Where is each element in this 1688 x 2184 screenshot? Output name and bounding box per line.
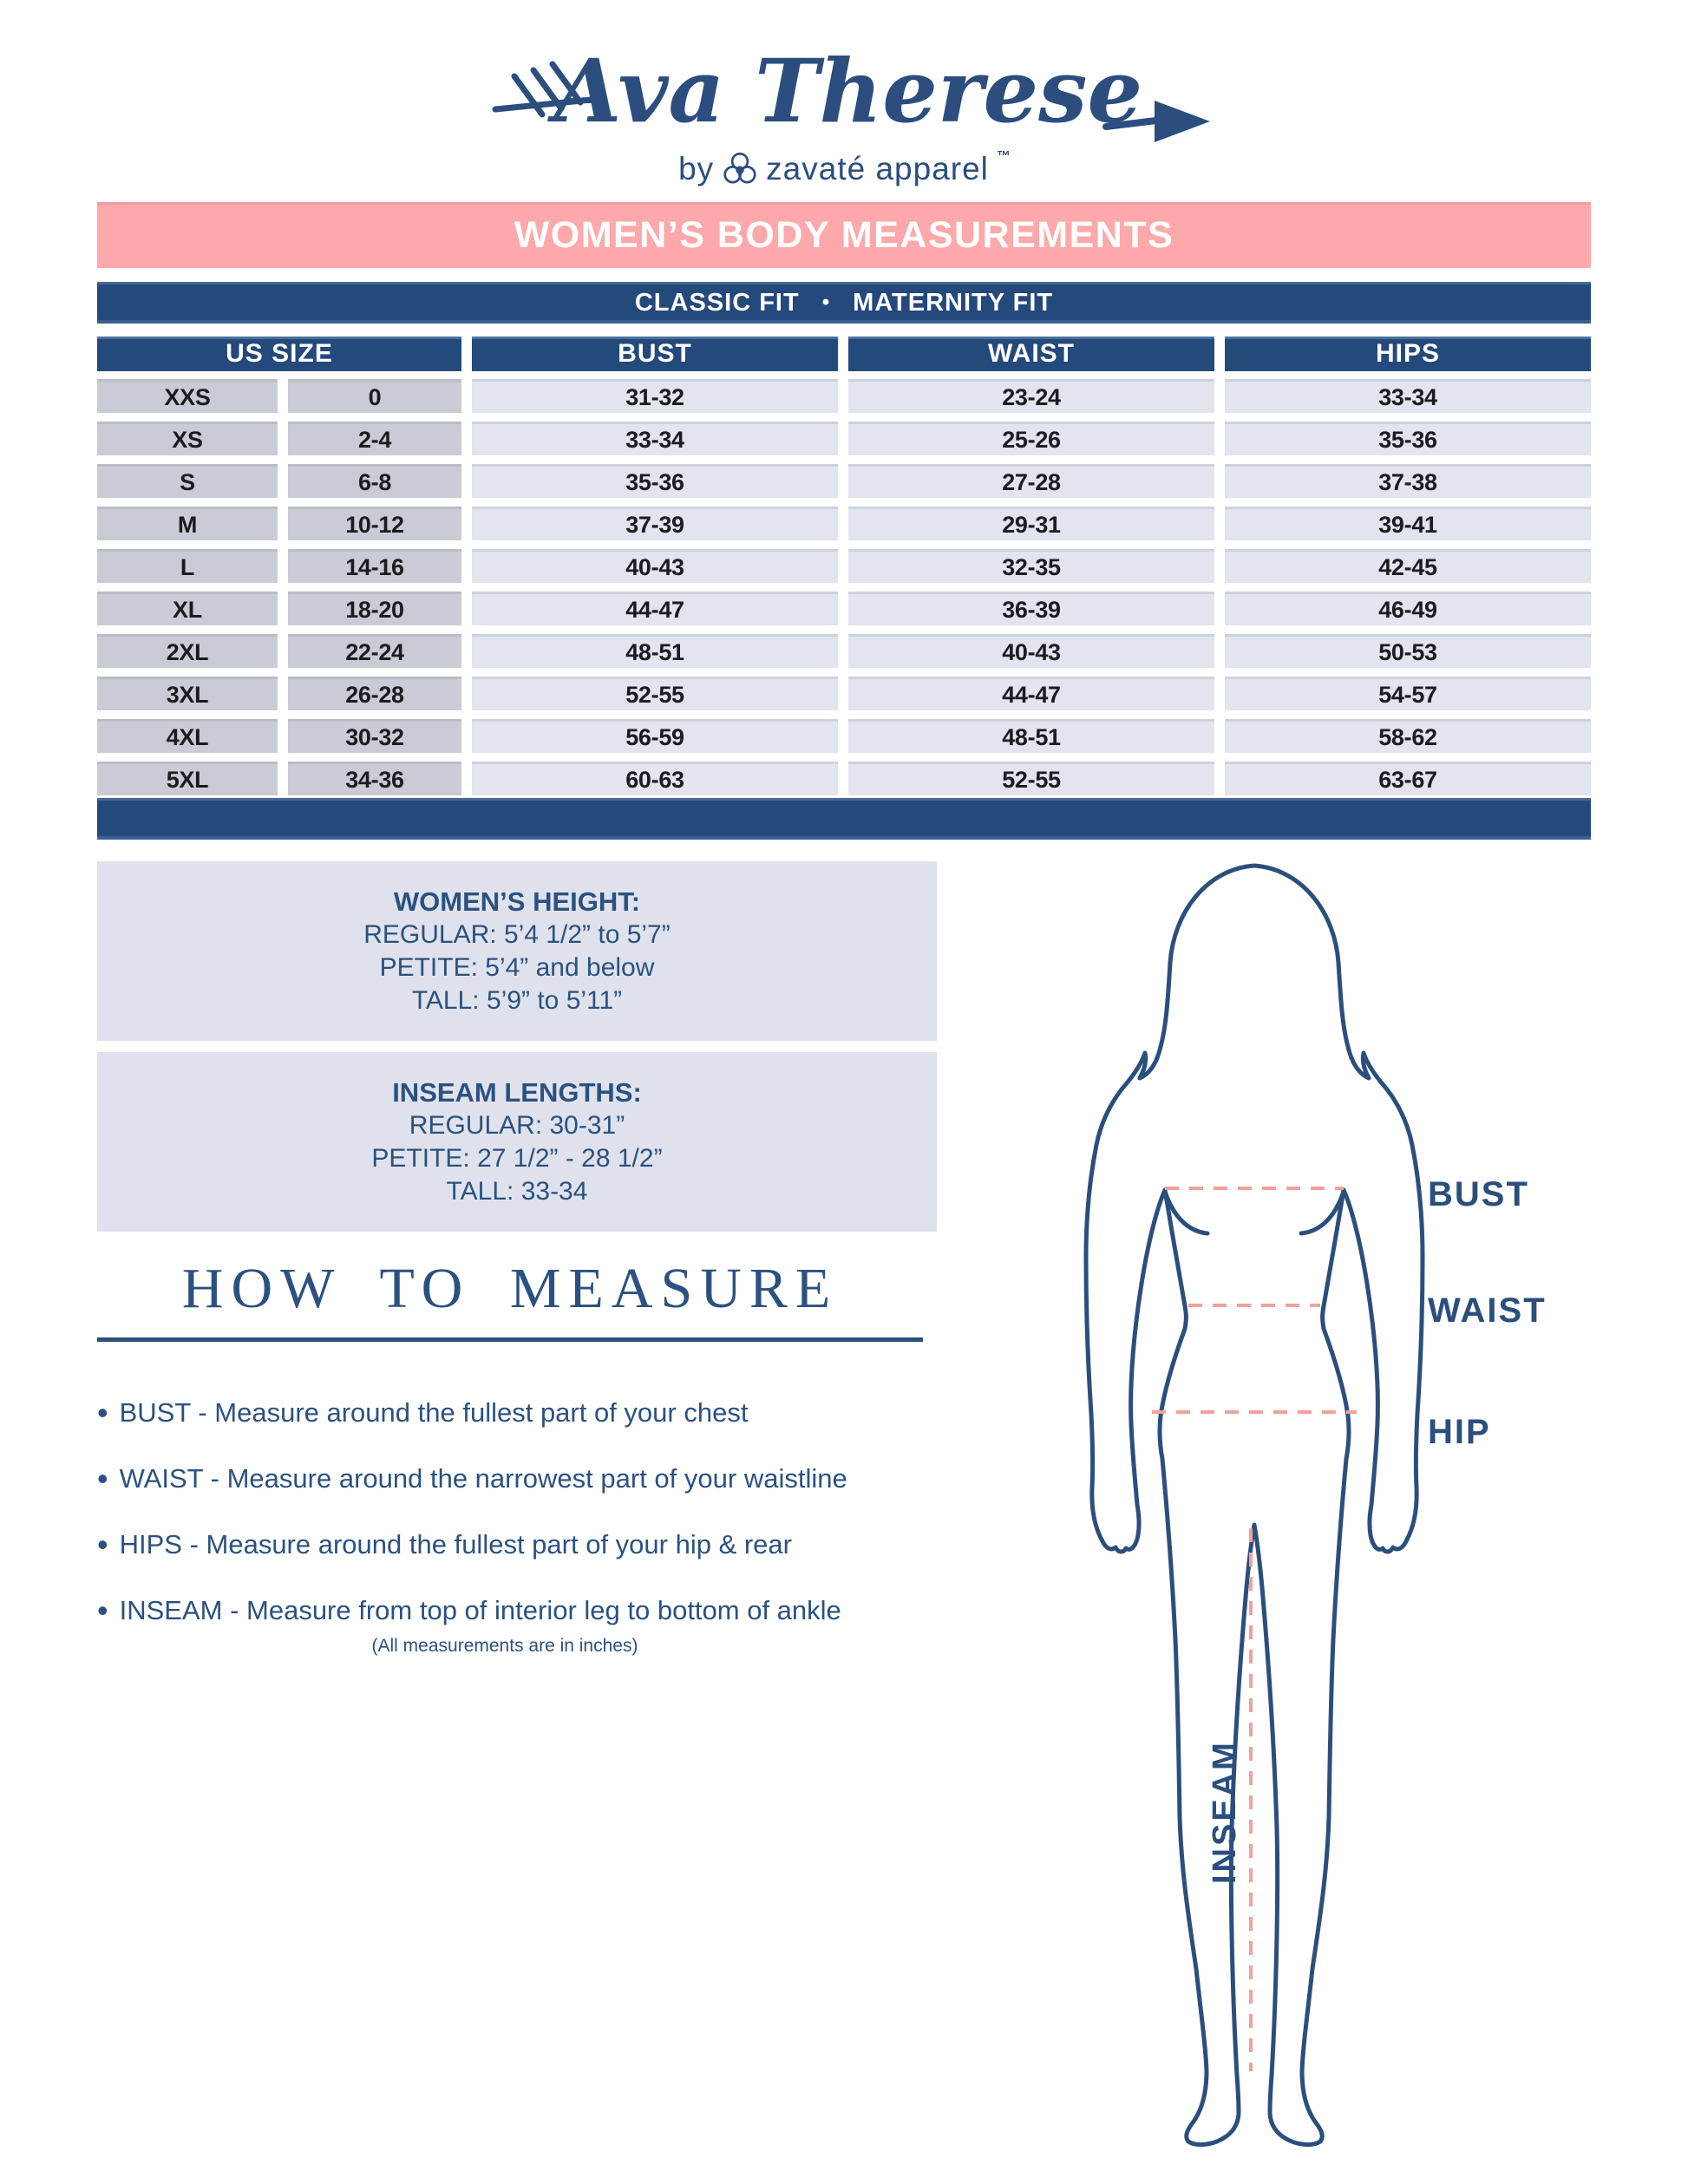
table-row — [97, 507, 1591, 540]
cell-size: XXS — [97, 379, 278, 413]
cell-us: 30-32 — [288, 719, 461, 753]
cell-us: 0 — [288, 379, 461, 413]
fit-types-bar — [97, 282, 1591, 324]
cell-hips: 46-49 — [1225, 592, 1591, 625]
table-row — [97, 549, 1591, 583]
cell-hips: 35-36 — [1225, 422, 1591, 455]
cell-us: 22-24 — [288, 634, 461, 668]
cell-us: 6-8 — [288, 464, 461, 498]
cell-us: 14-16 — [288, 549, 461, 583]
cell-bust: 44-47 — [472, 592, 838, 625]
header-us-size: US SIZE — [97, 337, 461, 371]
cell-bust: 37-39 — [472, 507, 838, 540]
measure-bullet: • INSEAM - Measure from top of interior leg to bottom of ankle — [97, 1591, 1086, 1627]
cell-size: XL — [97, 592, 278, 625]
body-upper-outline — [1086, 866, 1423, 1552]
cell-size: S — [97, 464, 278, 498]
inseam-petite: PETITE: 27 1/2” - 28 1/2” — [371, 1144, 663, 1173]
cell-size: XS — [97, 422, 278, 455]
cell-us: 18-20 — [288, 592, 461, 625]
height-regular: REGULAR: 5’4 1/2” to 5’7” — [363, 920, 671, 949]
measure-bullet: • WAIST - Measure around the narrowest part of your waistline — [97, 1459, 1086, 1495]
byline-prefix: by — [678, 151, 715, 186]
header-waist: WAIST — [848, 337, 1214, 371]
header-hips: HIPS — [1225, 337, 1591, 371]
brand-script-logo — [462, 23, 1226, 154]
measure-bullet: • HIPS - Measure around the fullest part of your hip & rear — [97, 1525, 1086, 1561]
cell-size: 4XL — [97, 719, 278, 753]
table-row — [97, 422, 1591, 455]
cell-bust: 52-55 — [472, 677, 838, 710]
size-table-header — [97, 337, 1591, 371]
inseam-regular: REGULAR: 30-31” — [409, 1111, 625, 1140]
body-lower-outline — [1160, 1190, 1349, 2145]
cell-waist: 23-24 — [848, 379, 1214, 413]
inseam-lengths-box — [97, 1052, 937, 1232]
table-row — [97, 719, 1591, 753]
waist-label: WAIST — [1428, 1291, 1547, 1330]
table-row — [97, 677, 1591, 710]
hip-label: HIP — [1428, 1413, 1491, 1451]
cell-hips: 37-38 — [1225, 464, 1591, 498]
height-tall: TALL: 5’9” to 5’11” — [411, 986, 623, 1015]
measure-bullet: • BUST - Measure around the fullest part of your chest — [97, 1393, 1086, 1429]
cell-bust: 35-36 — [472, 464, 838, 498]
body-measurement-diagram — [907, 833, 1601, 2184]
table-row — [97, 464, 1591, 498]
table-row — [97, 592, 1591, 625]
cell-bust: 60-63 — [472, 762, 838, 795]
brand-script-text: Ava Therese — [553, 40, 1143, 142]
title-underline — [97, 1337, 923, 1342]
bust-label: BUST — [1428, 1175, 1529, 1213]
inseam-box-title: INSEAM LENGTHS: — [392, 1077, 642, 1108]
cell-hips: 54-57 — [1225, 677, 1591, 710]
table-row — [97, 379, 1591, 413]
size-table — [97, 337, 1591, 804]
how-to-measure-section — [97, 1256, 923, 1342]
cell-waist: 44-47 — [848, 677, 1214, 710]
cell-hips: 58-62 — [1225, 719, 1591, 753]
fit-classic-label: CLASSIC FIT — [634, 288, 800, 317]
cell-waist: 36-39 — [848, 592, 1214, 625]
cell-waist: 29-31 — [848, 507, 1214, 540]
cell-bust: 40-43 — [472, 549, 838, 583]
cell-hips: 50-53 — [1225, 634, 1591, 668]
measurements-note: (All measurements are in inches) — [371, 1636, 638, 1656]
womens-height-box — [97, 861, 937, 1041]
cell-bust: 48-51 — [472, 634, 838, 668]
trefoil-flower-icon — [720, 149, 760, 189]
cell-bust: 33-34 — [472, 422, 838, 455]
cell-waist: 40-43 — [848, 634, 1214, 668]
cell-waist: 48-51 — [848, 719, 1214, 753]
cell-size: 5XL — [97, 762, 278, 795]
cell-waist: 52-55 — [848, 762, 1214, 795]
cell-us: 10-12 — [288, 507, 461, 540]
cell-size: 3XL — [97, 677, 278, 710]
cell-hips: 33-34 — [1225, 379, 1591, 413]
cell-hips: 39-41 — [1225, 507, 1591, 540]
page-title: WOMEN’S BODY MEASUREMENTS — [514, 213, 1174, 256]
trademark-symbol: ™ — [996, 149, 1011, 164]
page-title-banner — [97, 202, 1591, 268]
header-bust: BUST — [472, 337, 838, 371]
cell-hips: 63-67 — [1225, 762, 1591, 795]
cell-us: 26-28 — [288, 677, 461, 710]
cell-bust: 31-32 — [472, 379, 838, 413]
byline-brand: zavaté apparel — [766, 151, 989, 186]
height-petite: PETITE: 5’4” and below — [379, 953, 655, 982]
cell-us: 2-4 — [288, 422, 461, 455]
table-row — [97, 762, 1591, 795]
brand-byline — [678, 149, 1010, 189]
cell-size: L — [97, 549, 278, 583]
inseam-tall: TALL: 33-34 — [446, 1177, 588, 1206]
height-box-title: WOMEN’S HEIGHT: — [393, 886, 641, 917]
bust-contour-detail — [1165, 1192, 1344, 1233]
inseam-label: INSEAM — [1207, 1740, 1243, 1884]
brand-logo — [0, 23, 1688, 189]
how-to-measure-title: HOW TO MEASURE — [181, 1257, 839, 1320]
cell-waist: 27-28 — [848, 464, 1214, 498]
fit-maternity-label: MATERNITY FIT — [853, 288, 1054, 317]
cell-waist: 25-26 — [848, 422, 1214, 455]
cell-hips: 42-45 — [1225, 549, 1591, 583]
table-row — [97, 634, 1591, 668]
cell-us: 34-36 — [288, 762, 461, 795]
cell-size: 2XL — [97, 634, 278, 668]
size-table-body — [97, 379, 1591, 795]
cell-waist: 32-35 — [848, 549, 1214, 583]
cell-size: M — [97, 507, 278, 540]
cell-bust: 56-59 — [472, 719, 838, 753]
fit-separator-dot: • — [821, 291, 831, 314]
